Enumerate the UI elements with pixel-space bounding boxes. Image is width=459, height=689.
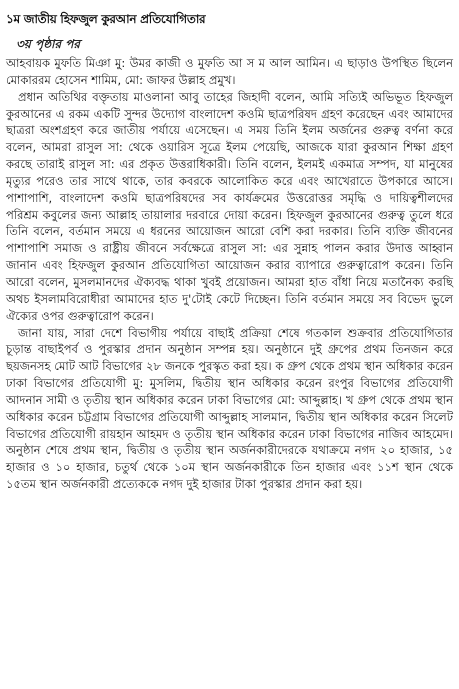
headline: ১ম জাতীয় হিফজুল কুরআন প্রতিযোগিতার — [6, 12, 206, 26]
article-paragraph: আহবায়ক মুফতি মিঞা মু: উমর কাজী ও মুফতি আ স ম আল আমিন। এ ছাড়াও উপস্থিত ছিলেন মোকাররম হোসেন শামিম, মো: জাফর উল্লাহ প্রমুখ। — [6, 56, 453, 87]
continued-from-label: ৩য় পৃষ্ঠার পর — [16, 37, 81, 51]
article-paragraph: জানা যায়, সারা দেশে বিভাগীয় পর্যায়ে বাছাই প্রক্রিয়া শেষে গতকাল শুক্রবার প্রতিযোগিতার চূড়ান্ত বাছাইপর্ব ও পুরস্কার প্রদান অনুষ্ঠান সম্পন্ন হয়। অনুষ্ঠানে দুই গ্রুপের প্রথম তিনজন করে ছয়জনসহ মোট আট বিভাগের ২৮ জনকে পুরস্কৃত করা হয়। ক গ্রুপ থেকে প্রথম স্থান অধিকার করেন ঢাকা বিভাগের প্রতিযোগী মু: মুসলিম, দ্বিতীয় স্থান অধিকার করেন রংপুর বিভাগের প্রতিযোগী আদনান সামী ও তৃতীয় স্থান অধিকার করেন ঢাকা বিভাগের মো: আব্দুল্লাহ। খ গ্রুপ থেকে প্রথম স্থান অধিকার করেন চট্টগ্রাম বিভাগের প্রতিযোগী আব্দুল্লাহ সালমান, দ্বিতীয় স্থান অধিকার করেন সিলেট বিভাগের প্রতিযোগী রায়হান আহমদ ও তৃতীয় স্থান অধিকার করেন ঢাকা বিভাগের নাজিব আহমেদ। অনুষ্ঠান শেষে প্রথম স্থান, দ্বিতীয় ও তৃতীয় স্থান অর্জনকারীদেরকে যথাক্রমে নগদ ২০ হাজার, ১৫ হাজার ও ১০ হাজার, চতুর্থ থেকে ১০ম স্থান অর্জনকারীকে তিন হাজার এবং ১১শ স্থান থেকে ১৫তম স্থান অর্জনকারী প্রত্যেককে নগদ দুই হাজার টাকা পুরস্কার প্রদান করা হয়। — [6, 325, 453, 492]
article-paragraph: প্রধান অতিথির বক্তৃতায় মাওলানা আবু তাহের জিহাদী বলেন, আমি সত্যিই অভিভূত হিফজুল কুরআনের এ রকম একটি সুন্দর উদ্যোগ বাংলাদেশ কওমি ছাত্রপরিষদ গ্রহণ করেছেন এবং আমাদের ছাত্ররা অংশগ্রহণ করে জাতীয় পর্যায়ে এসেছেন। এ সময় তিনি ইলম অর্জনের গুরুত্ব বর্ণনা করে বলেন, আমরা রাসুল সা: থেকে ওয়ারিস সূত্রে ইলম পেয়েছি, আজকে যারা কুরআন শিক্ষা গ্রহণ করছে তারাই রাসুল সা: এর প্রকৃত উত্তরাধিকারী। তিনি বলেন, ইলমই একমাত্র সম্পদ, যা মানুষের মৃত্যুর পরেও তার সাথে থাকে, তার কবরকে আলোকিত করে এবং আখেরাতে উপকারে আসে। পাশাপাশি, বাংলাদেশ কওমি ছাত্রপরিষদের সব কার্যক্রমের উত্তরোত্তর সমৃদ্ধি ও দায়িত্বশীলদের পরিশ্রম কবুলের জন্য আল্লাহ তায়ালার দরবারে দোয়া করেন। হিফজুল কুরআনের গুরুত্ব তুলে ধরে তিনি বলেন, বর্তমান সময়ে এ ধরনের আয়োজন আরো বেশি করা দরকার। তিনি ব্যক্তি জীবনের পাশাপাশি সমাজ ও রাষ্ট্রীয় জীবনে সর্বক্ষেত্রে রাসুল সা: এর সুন্নাহ পালন করার উদাত্ত আহ্বান জানান এবং হিফজুল কুরআন প্রতিযোগিতা আয়োজন করার ব্যাপারে গুরুত্বারোপ করেন। তিনি আরো বলেন, মুসলমানদের ঐক্যবদ্ধ থাকা খুবই প্রয়োজন। আমরা হাত বাঁধা নিয়ে মতানৈক্য করছি অথচ ইসলামবিরোধীরা আমাদের হাত দু'টোই কেটে দিচ্ছেন। তিনি বর্তমান সময়ে সব বিভেদ ভুলে ঐক্যের ওপর গুরুত্বারোপ করেন। — [6, 89, 453, 323]
